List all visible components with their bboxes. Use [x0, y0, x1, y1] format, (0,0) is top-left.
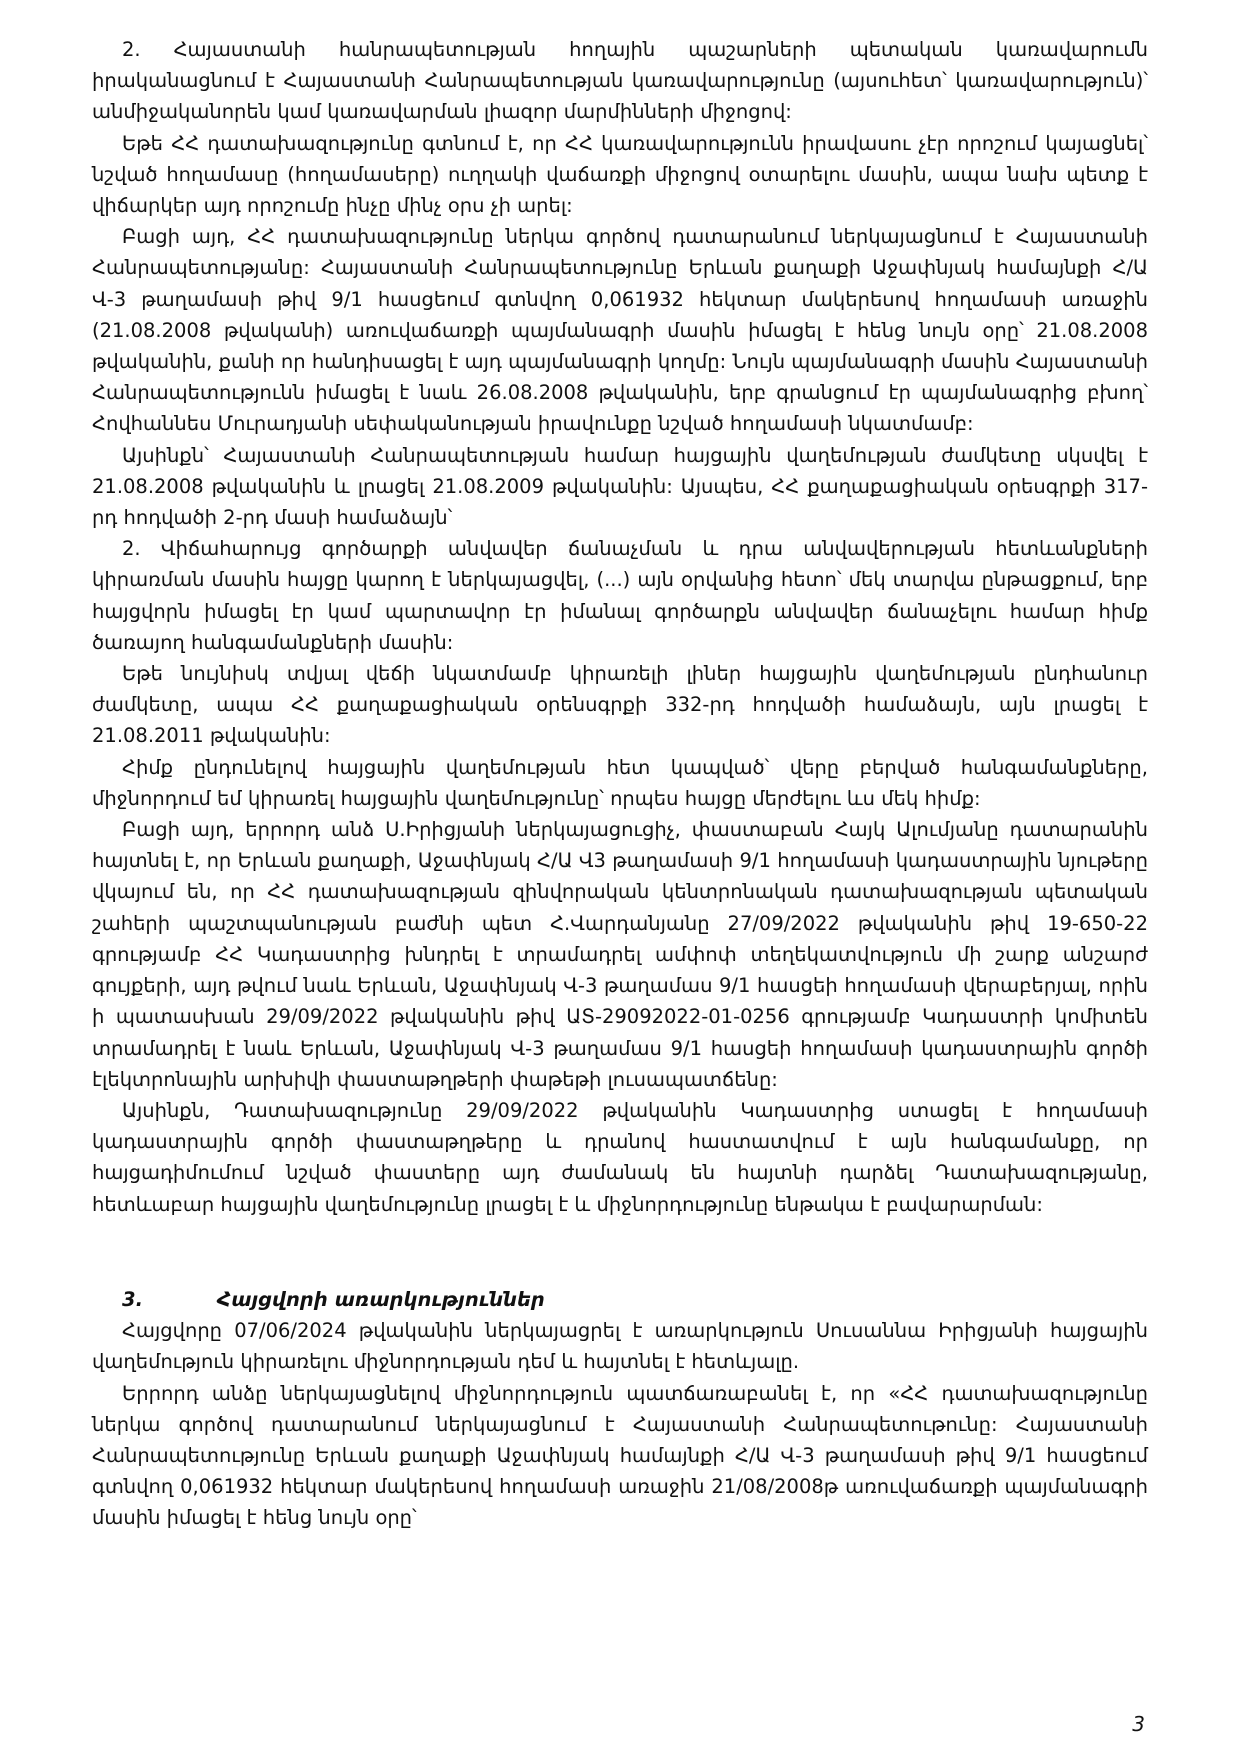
section-number: 3.	[122, 1288, 143, 1311]
paragraph: Երրորդ անձը ներկայացնելով միջնորդություն պատճառաբանել է, որ «ՀՀ դատախազությունը ներկա գործով դատարանում ներկայացնում է Հայաստանի Հանրապետութունը: Հայաստանի Հանրապետությունը Երևան քաղաքի Աջափնյակ համայնքի Հ/Ա Վ-3 թաղամասի թիվ 9/1 հասցեում գտնվող 0,061932 հեկտար մակերեսով հողամասի առաջին 21/08/2008թ առուվաճառքի պայմանագրի մասին իմացել է հենց նույն օրը՝	[92, 1381, 1148, 1530]
paragraph: Եթե ՀՀ դատախազությունը գտնում է, որ ՀՀ կառավարությունն իրավասու չէր որոշում կայացնել՝ նշված հողամասը (հողամասերը) ուղղակի վաճառքի միջոցով օտարելու մասին, ապա նախ պետք է վիճարկեր այդ որոշումը ինչը մինչ օրս չի արել:	[92, 131, 1148, 218]
paragraph: Բացի այդ, ՀՀ դատախազությունը ներկա գործով դատարանում ներկայացնում է Հայաստանի Հանրապետությանը: Հայաստանի Հանրապետությունը Երևան քաղաքի Աջափնյակ համայնքի Հ/Ա Վ-3 թաղամասի թիվ 9/1 հասցեում գտնվող 0,061932 հեկտար մակերեսով հողամասի առաջին (21.08.2008 թվականի) առուվաճառքի պայմանագրի մասին իմացել է հենց նույն օրը՝ 21.08.2008 թվականին, քանի որ հանդիսացել է այդ պայմանագրի կողմը: Նույն պայմանագրի մասին Հայաստանի Հանրապետությունն իմացել է նաև 26.08.2008 թվականին, երբ գրանցում էր պայմանագրից բխող՝ Հովհաննես Մուրադյանի սեփականության իրավունքը նշված հողամասի նկատմամբ:	[92, 225, 1148, 436]
paragraph: Բացի այդ, երրորդ անձ Ս.Իրիցյանի ներկայացուցիչ, փաստաբան Հայկ Ալումյանը դատարանին հայտնել է, որ Երևան քաղաքի, Աջափնյակ Հ/Ա Վ3 թաղամասի 9/1 հողամասի կադաստրային նյութերը վկայում են, որ ՀՀ դատախազության զինվորական կենտրոնական դատախազության պետական շահերի պաշտպանության բաժնի պետ Հ.Վարդանյանը 27/09/2022 թվականին թիվ 19-650-22 գրությամբ ՀՀ Կադաստրից խնդրել է տրամադրել ամփոփ տեղեկատվություն մի շարք անշարժ գույքերի, այդ թվում նաև Երևան, Աջափնյակ Վ-3 թաղամաս 9/1 հասցեի հողամասի վերաբերյալ, որին ի պատասխան 29/09/2022 թվականին թիվ ԱՏ-29092022-01-0256 գրությամբ Կադաստրի կոմիտեն տրամադրել է նաև Երևան, Աջափնյակ Վ-3 թաղամաս 9/1 հասցեի հողամասի կադաստրային գործի էլեկտրոնային արխիվի փաստաթղթերի փաթեթի լուսապատճենը:	[92, 818, 1148, 1091]
paragraph: Հայցվորը 07/06/2024 թվականին ներկայացրել է առարկություն Սուսաննա Իրիցյանի հայցային վաղեմություն կիրառելու միջնորդության դեմ և հայտնել է հետևյալը.	[92, 1319, 1148, 1374]
paragraph: Այսինքն, Դատախազությունը 29/09/2022 թվականին Կադաստրից ստացել է հողամասի կադաստրային գործի փաստաթղթերը և դրանով հաստատվում է այն հանգամանքը, որ հայցադիմումում նշված փաստերը այդ ժամանակ են հայտնի դարձել Դատախազությանը, հետևաբար հայցային վաղեմությունը լրացել է և միջնորդությունը ենթակա է բավարարման:	[92, 1098, 1148, 1216]
paragraph: Հիմք ընդունելով հայցային վաղեմության հետ կապված՝ վերը բերված հանգամանքները, միջնորդում եմ կիրառել հայցային վաղեմությունը՝ որպես հայցը մերժելու ևս մեկ հիմք:	[92, 755, 1148, 810]
section-title: Հայցվորի առարկություններ	[217, 1288, 545, 1311]
section-heading	[92, 1284, 1148, 1315]
paragraph: Եթե նույնիսկ տվյալ վեճի նկատմամբ կիրառելի լիներ հայցային վաղեմության ընդհանուր ժամկետը, ապա ՀՀ քաղաքացիական օրենսգրքի 332-րդ հոդվածի համաձայն, այն լրացել է 21.08.2011 թվականին:	[92, 662, 1148, 748]
quoted-law-paragraph: 2. Վիճահարույց գործարքի անվավեր ճանաչման և դրա անվավերության հետևանքների կիրառման մասին հայցը կարող է ներկայացվել, (...) այն օրվանից հետո՝ մեկ տարվա ընթացքում, երբ հայցվորն իմացել էր կամ պարտավոր էր իմանալ գործարքն անվավեր ճանաչելու համար հիմք ծառայող հանգամանքների մասին:	[92, 537, 1148, 654]
document-body	[92, 34, 1148, 1220]
page-number: 3	[1132, 1712, 1145, 1736]
paragraph: Այսինքն՝ Հայաստանի Հանրապետության համար հայցային վաղեմության ժամկետը սկսվել է 21.08.2008 թվականին և լրացել 21.08.2009 թվականին: Այսպես, ՀՀ քաղաքացիական օրեսգրքի 317-րդ հոդվածի 2-րդ մասի համաձայն՝	[92, 443, 1148, 530]
paragraph: 2. Հայաստանի հանրապետության հողային պաշարների պետական կառավարումն իրականացնում է Հայաստանի Հանրապետության կառավարությունը (այսուհետ՝ կառավարություն)՝ անմիջականորեն կամ կառավարման լիազոր մարմինների միջոցով:	[92, 38, 1148, 124]
section-3	[92, 1284, 1148, 1534]
